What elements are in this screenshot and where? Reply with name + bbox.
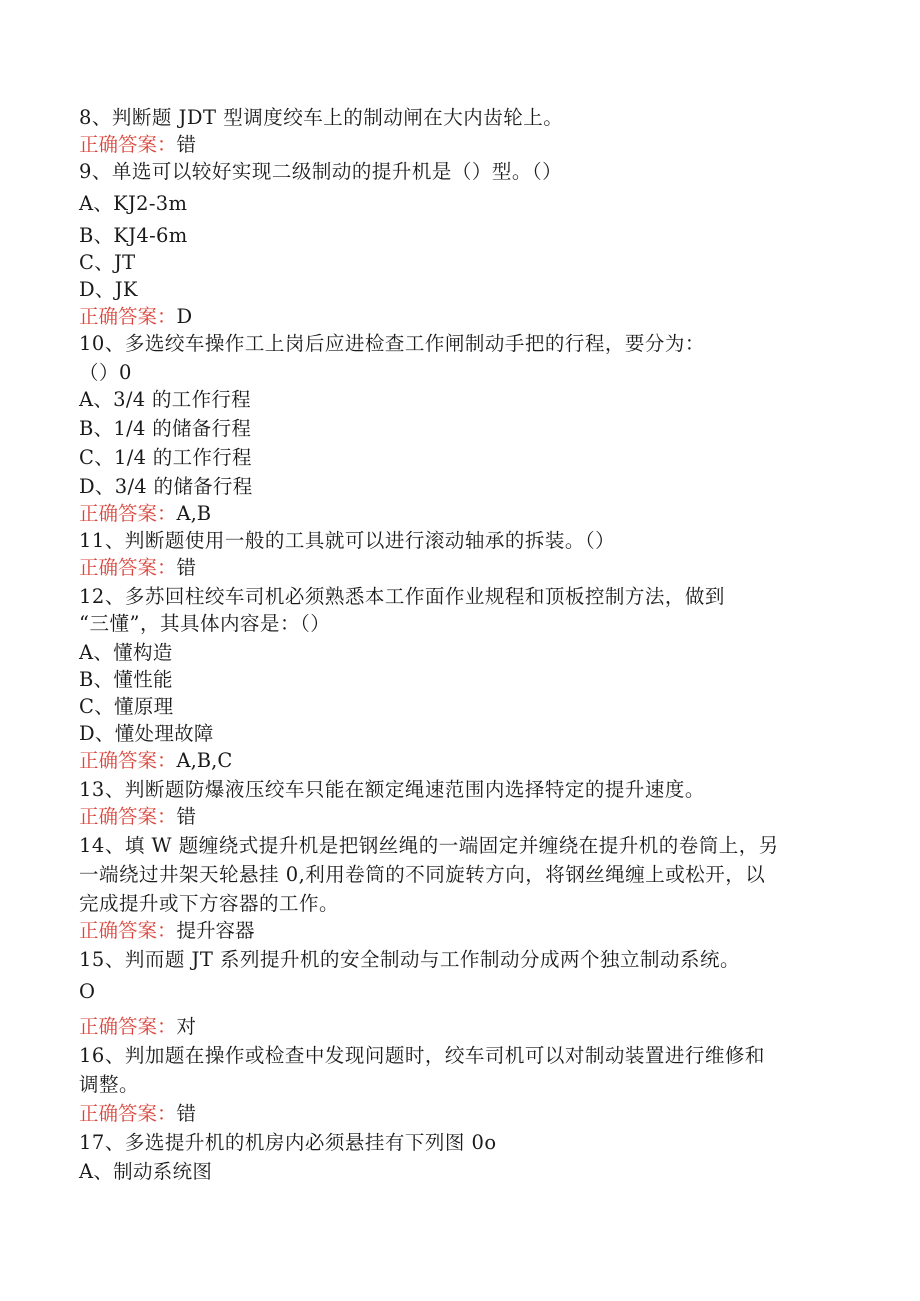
question-12-option-d: D、懂处理故障 (79, 722, 214, 745)
answer-label: 正确答案： (79, 919, 177, 942)
question-14-line-3: 完成提升或下方容器的工作。 (79, 892, 340, 915)
question-15-line-1: 15、判而题 JT 系列提升机的安全制动与工作制动分成两个独立制动系统。 (79, 948, 741, 971)
answer-value: 对 (176, 1015, 197, 1038)
question-10-option-c: C、1/4 的工作行程 (79, 446, 252, 469)
answer-label: 正确答案： (79, 1015, 177, 1038)
question-15-line-2: O (79, 980, 96, 1003)
question-12-option-c: C、懂原理 (79, 695, 174, 718)
question-12-option-a: A、懂构造 (79, 641, 173, 664)
answer-value: 错 (176, 556, 197, 579)
question-10-option-b: B、1/4 的储备行程 (79, 417, 252, 440)
answer-15 (79, 1013, 839, 1040)
question-9-option-b: B、KJ4-6m (79, 224, 188, 247)
answer-value: A,B,C (176, 749, 233, 772)
answer-12 (79, 747, 839, 774)
answer-8 (79, 131, 839, 158)
question-16-line-1: 16、判加题在操作或检查中发现问题时，绞车司机可以对制动装置进行维修和 (79, 1044, 765, 1067)
question-12-option-b: B、懂性能 (79, 668, 173, 691)
answer-11 (79, 554, 839, 581)
question-10-option-a: A、3/4 的工作行程 (79, 388, 251, 411)
answer-10 (79, 500, 839, 527)
answer-label: 正确答案： (79, 749, 177, 772)
answer-value: 错 (176, 133, 197, 156)
question-10-line-2: （）0 (79, 361, 132, 384)
question-16-line-2: 调整。 (79, 1073, 140, 1096)
answer-label: 正确答案： (79, 133, 177, 156)
question-17: 17、多选提升机的机房内必须悬挂有下列图 0o (79, 1131, 497, 1154)
question-9-option-c: C、JT (79, 251, 136, 274)
question-8: 8、判断题 JDT 型调度绞车上的制动闸在大内齿轮上。 (79, 106, 564, 129)
question-10-line-1: 10、多选绞车操作工上岗后应进检查工作闸制动手把的行程，要分为： (79, 332, 705, 355)
question-12-line-1: 12、多苏回柱绞车司机必须熟悉本工作面作业规程和顶板控制方法，做到 (79, 585, 725, 608)
answer-label: 正确答案： (79, 556, 177, 579)
answer-14 (79, 917, 839, 944)
answer-13 (79, 803, 839, 830)
answer-value: A,B (176, 502, 212, 525)
answer-label: 正确答案： (79, 805, 177, 828)
question-14-line-2: 一端绕过井架天轮悬挂 0,利用卷筒的不同旋转方向，将钢丝绳缠上或松开，以 (79, 863, 766, 886)
answer-label: 正确答案： (79, 305, 177, 328)
question-12-line-2: “三懂”，其具体内容是：（） (79, 612, 331, 635)
answer-value: 错 (176, 805, 197, 828)
answer-9 (79, 303, 839, 330)
question-10-option-d: D、3/4 的储备行程 (79, 475, 253, 498)
question-14-line-1: 14、填 W 题缠绕式提升机是把钢丝绳的一端固定并缠绕在提升机的卷筒上，另 (79, 834, 779, 857)
question-17-option-a: A、制动系统图 (79, 1160, 213, 1183)
answer-label: 正确答案： (79, 502, 177, 525)
answer-value: 提升容器 (176, 919, 255, 942)
question-9-option-d: D、JK (79, 278, 138, 301)
answer-label: 正确答案： (79, 1102, 177, 1125)
question-9: 9、单选可以较好实现二级制动的提升机是（）型。（） (79, 160, 563, 183)
answer-value: D (176, 305, 193, 328)
question-11: 11、判断题使用一般的工具就可以进行滚动轴承的拆装。（） (79, 529, 616, 552)
answer-16 (79, 1100, 839, 1127)
question-9-option-a: A、KJ2-3m (79, 192, 188, 215)
answer-value: 错 (176, 1102, 197, 1125)
question-13: 13、判断题防爆液压绞车只能在额定绳速范围内选择特定的提升速度。 (79, 778, 705, 801)
document-page (79, 104, 839, 1185)
